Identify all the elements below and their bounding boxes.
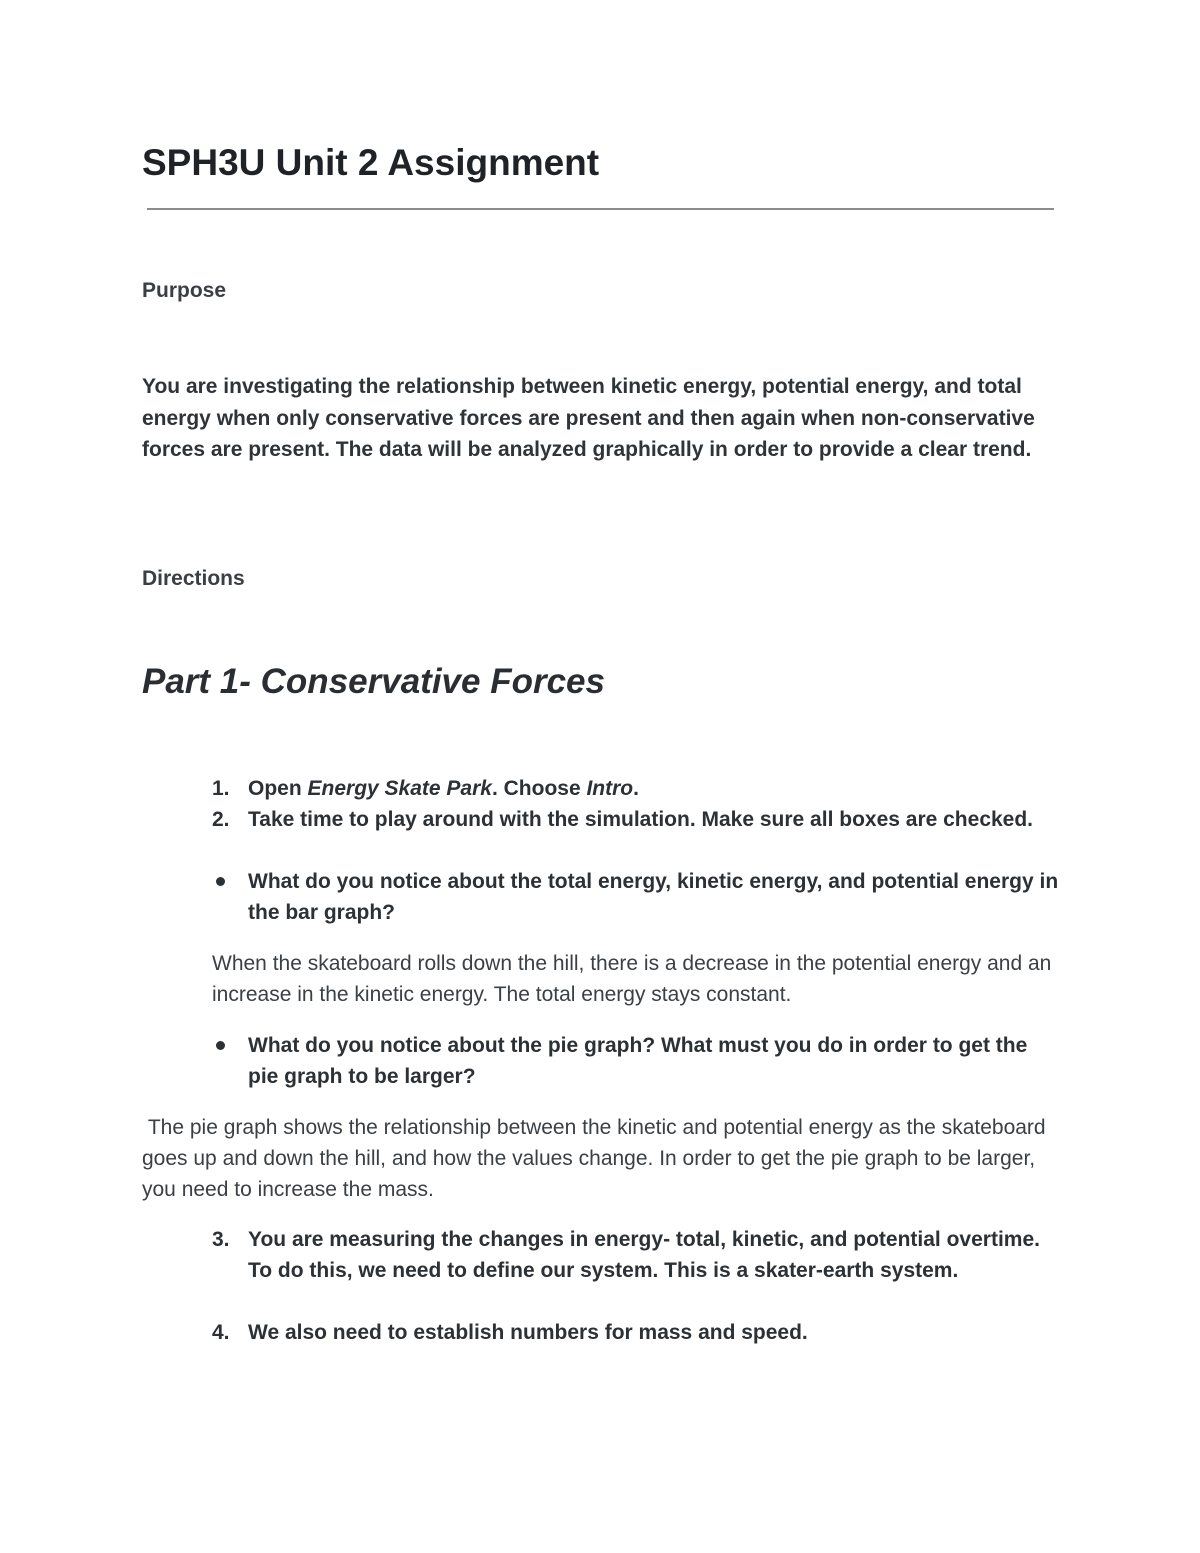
step-1-middle: . Choose (491, 777, 587, 800)
step-3-text: You are measuring the changes in energy- total, kinetic, and potential overtime. To do this, we need to define our system. This is a skater-earth system. (248, 1228, 1040, 1282)
step-2-text: Take time to play around with the simulation. Make sure all boxes are checked. (248, 808, 1034, 831)
bullet-icon (216, 1041, 225, 1050)
sim-name: Energy Skate Park (307, 777, 492, 800)
step-1-text (248, 773, 1062, 804)
sim-mode: Intro (586, 777, 634, 800)
step-4-marker: 4. (212, 1321, 230, 1344)
step-4 (212, 1317, 1062, 1348)
step-2-marker: 2. (212, 808, 230, 831)
answer-2: The pie graph shows the relationship between the kinetic and potential energy as the skateboard goes up and down the hill, and how the values change. In order to get the pie graph to be larger, you need to increase the mass. (142, 1116, 1052, 1201)
question-1 (212, 866, 1062, 928)
step-3-marker: 3. (212, 1228, 230, 1251)
purpose-label: Purpose (142, 279, 227, 302)
title-divider (147, 208, 1054, 210)
part1-heading: Part 1- Conservative Forces (142, 662, 605, 701)
step-1-suffix: . (633, 777, 639, 800)
document-title: SPH3U Unit 2 Assignment (142, 142, 600, 183)
step-1 (212, 773, 1062, 804)
step-4-text: We also need to establish numbers for mass and speed. (248, 1321, 808, 1344)
directions-label: Directions (142, 567, 245, 590)
step-2 (212, 804, 1062, 835)
answer-1: When the skateboard rolls down the hill, there is a decrease in the potential energy and an increase in the kinetic energy. The total energy stays constant. (212, 952, 1052, 1006)
question-2-text: What do you notice about the pie graph? What must you do in order to get the pie graph to be larger? (248, 1034, 1028, 1088)
bullet-icon (216, 877, 225, 886)
step-1-marker: 1. (212, 777, 230, 800)
step-3 (212, 1224, 1062, 1286)
question-1-text: What do you notice about the total energy, kinetic energy, and potential energy in the bar graph? (248, 870, 1059, 924)
purpose-text: You are investigating the relationship between kinetic energy, potential energy, and total energy when only conservative forces are present and then again when non-conservative forces are present. The data will be analyzed graphically in order to provide a clear trend. (142, 375, 1035, 461)
step-1-prefix: Open (248, 777, 308, 800)
question-2 (212, 1030, 1062, 1092)
